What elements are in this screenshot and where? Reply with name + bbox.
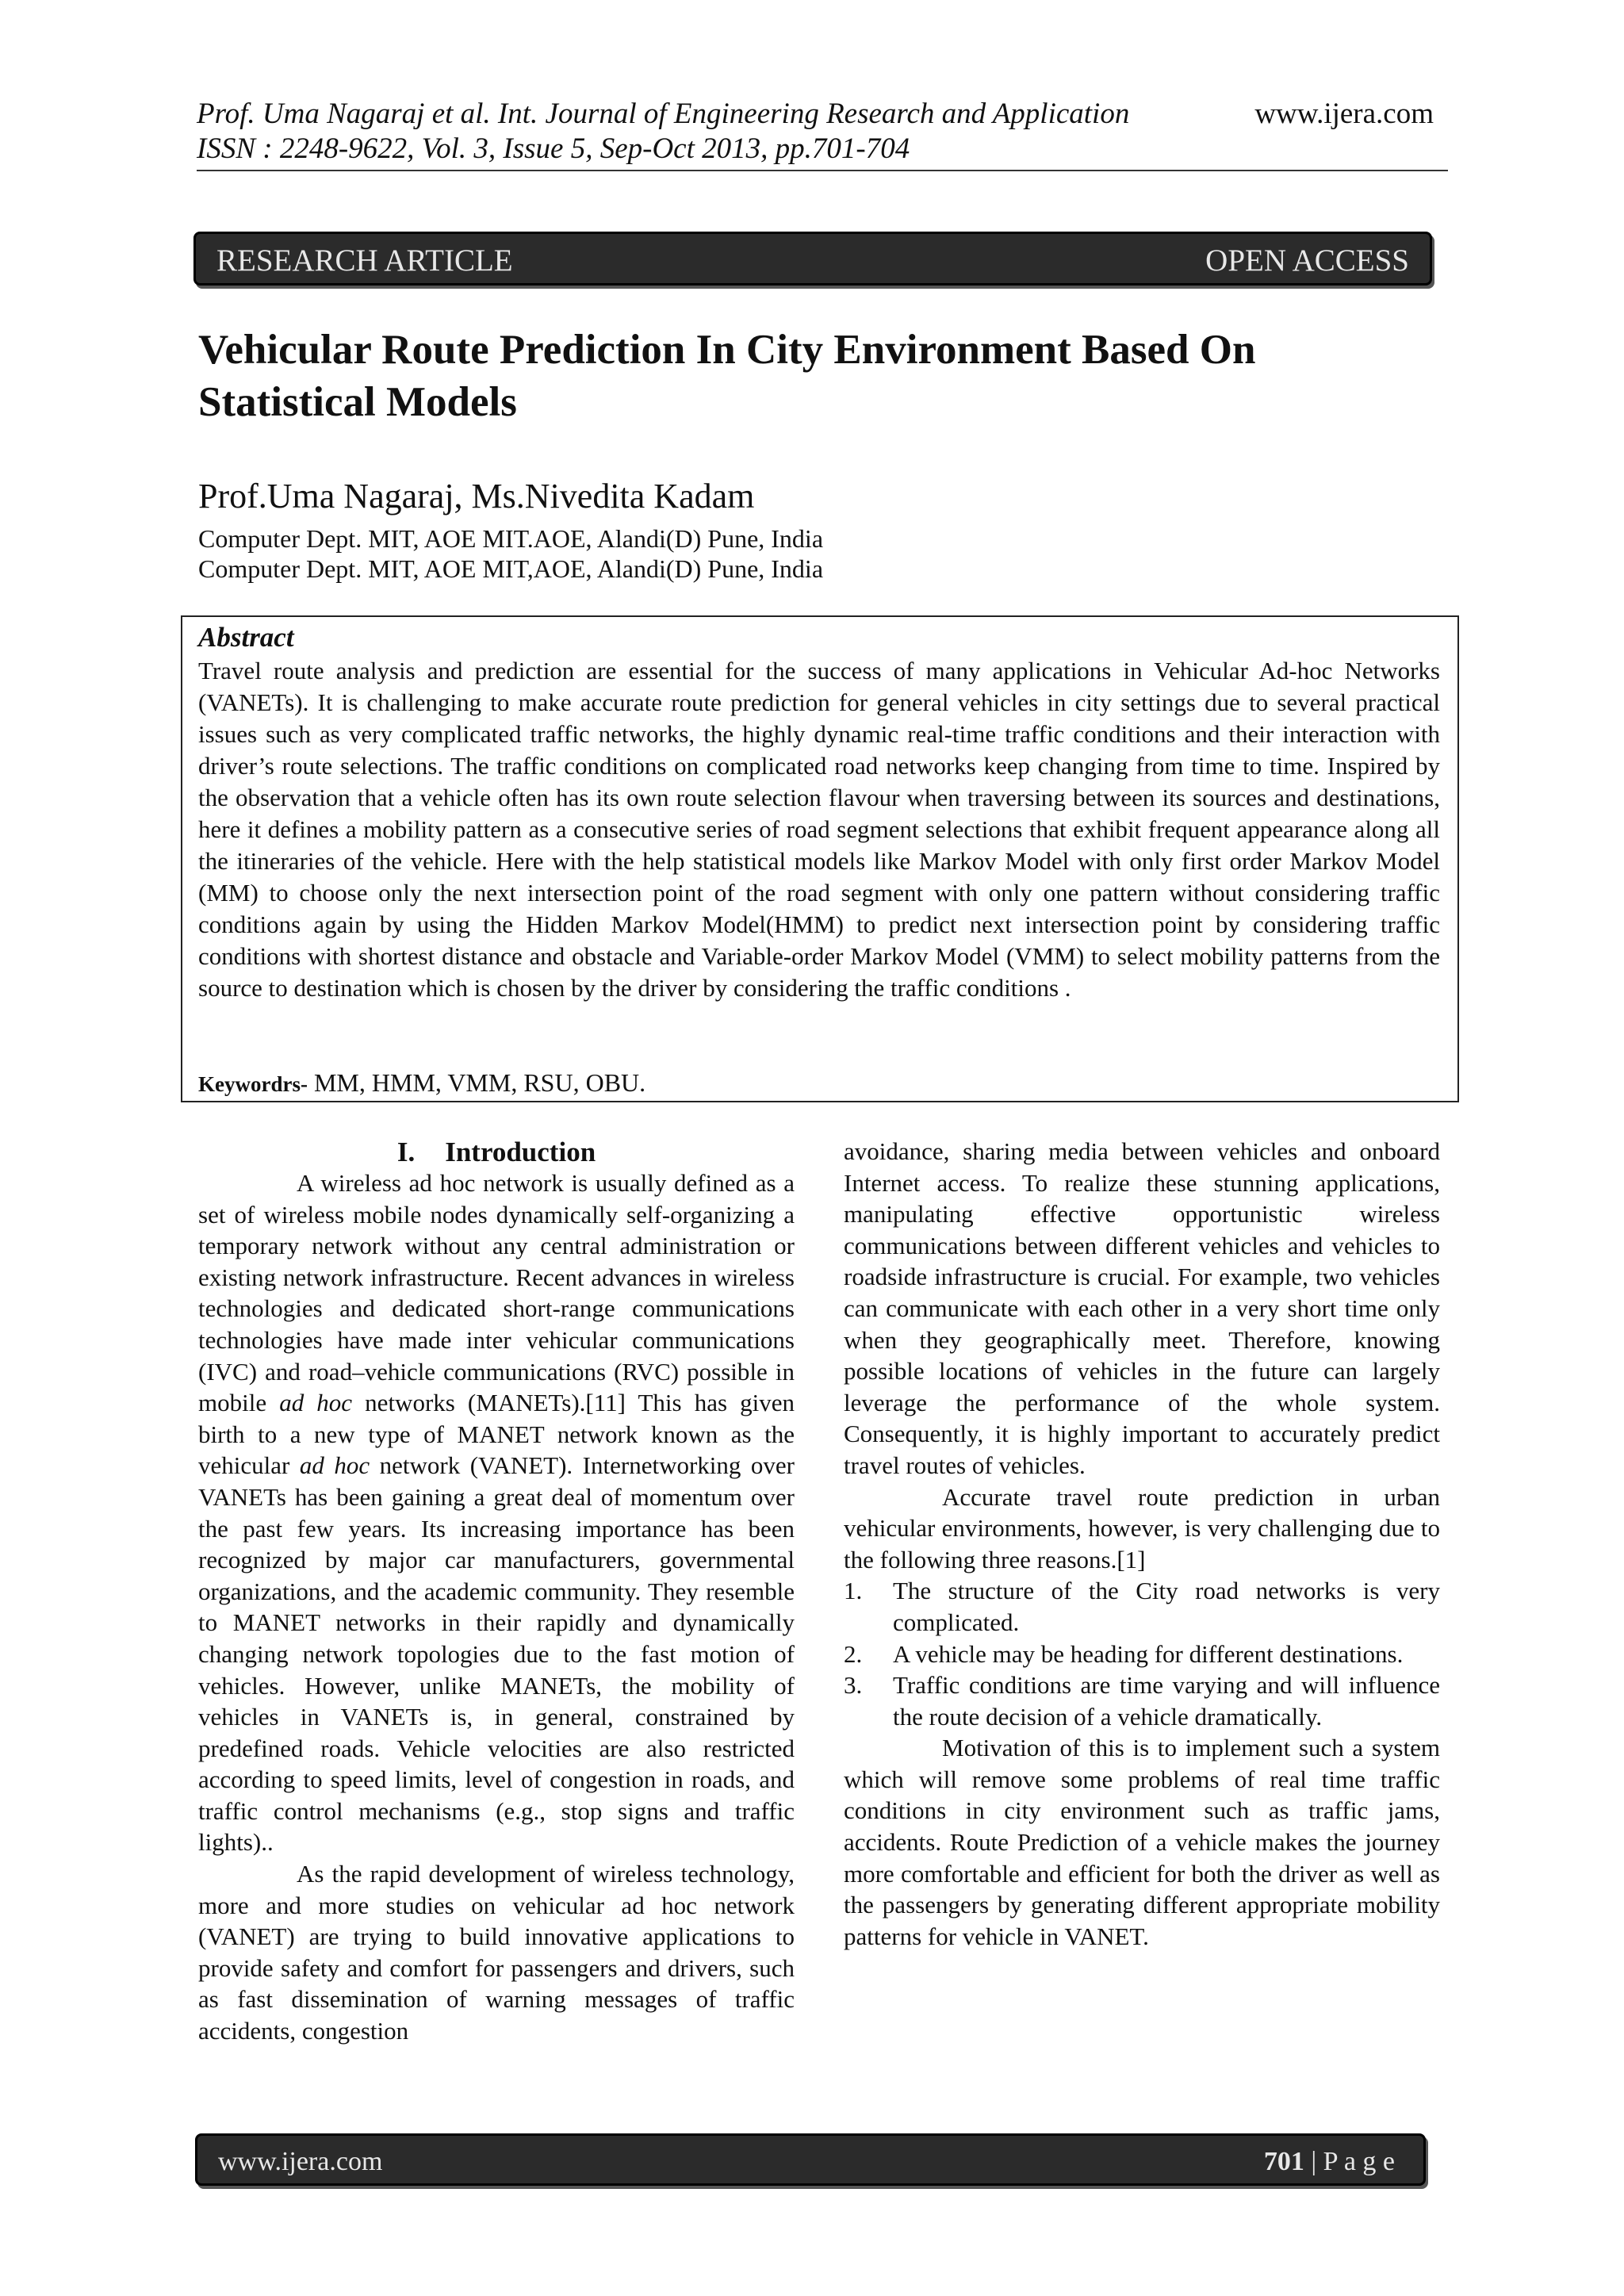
list-item xyxy=(844,1575,1440,1638)
italic-term: ad hoc xyxy=(279,1389,353,1417)
reasons-list xyxy=(844,1575,1440,1732)
list-number: 1. xyxy=(844,1577,863,1605)
right-column xyxy=(844,1136,1440,1952)
list-text: Traffic conditions are time varying and will influence the route decision of a vehicle dramatically. xyxy=(893,1671,1440,1731)
italic-term: ad hoc xyxy=(299,1451,370,1480)
page-footer xyxy=(195,2133,1426,2186)
left-column xyxy=(198,1167,795,2047)
section-heading-introduction xyxy=(198,1136,795,1169)
text-run: A wireless ad hoc network is usually defined as a set of wireless mobile nodes dynamically self-organizing a temporary network without any central administration or existing network infrastructure. Recent advances in wireless technologies and dedicated short-range communications technologies have made inter vehicular communications (IVC) and road–vehicle communications (RVC) possible in mobile xyxy=(198,1169,795,1417)
header-rule xyxy=(197,170,1448,171)
paper-title: Vehicular Route Prediction In City Environment Based On Statistical Models xyxy=(198,327,1256,425)
footer-website: www.ijera.com xyxy=(218,2147,383,2176)
running-header-website: www.ijera.com xyxy=(1254,98,1434,130)
list-text: The structure of the City road networks is very complicated. xyxy=(893,1577,1440,1636)
list-number: 3. xyxy=(844,1671,863,1700)
keywords-label: Keywordrs- xyxy=(198,1072,308,1096)
author-list: Prof.Uma Nagaraj, Ms.Nivedita Kadam xyxy=(198,477,755,516)
section-number: I. xyxy=(396,1137,416,1167)
text-run: networks (MANETs).[11] This has given birth to a new type of MANET network known as the vehicular xyxy=(198,1389,795,1480)
research-article-label: RESEARCH ARTICLE xyxy=(216,243,513,278)
section-title: Introduction xyxy=(445,1137,596,1167)
page-number-value: 701 xyxy=(1263,2147,1304,2176)
running-header-journal: Prof. Uma Nagaraj et al. Int. Journal of Engineering Research and Application xyxy=(197,98,1130,130)
intro-paragraph-4: Accurate travel route prediction in urban vehicular environments, however, is very challenging due to the following three reasons.[1] xyxy=(844,1482,1440,1573)
open-access-label: OPEN ACCESS xyxy=(1205,243,1409,278)
page-label: | P a g e xyxy=(1304,2147,1395,2176)
affiliation-2: Computer Dept. MIT, AOE MIT,AOE, Alandi(D) Pune, India xyxy=(198,554,824,583)
page-number xyxy=(1264,2136,1395,2188)
text-run: network (VANET). Internetworking over VANETs has been gaining a great deal of momentum over the past few years. Its increasing importance has been recognized by major car manufacturers, governmental organizations, and the academic community. They resemble to MANET networks in their rapidly and dynamically changing network topologies due to the fast motion of vehicles. However, unlike MANETs, the mobility of vehicles in VANETs is, in general, constrained by predefined roads. Vehicle velocities are also restricted according to speed limits, level of congestion in roads, and traffic control mechanisms (e.g., stop signs and traffic lights).. xyxy=(198,1451,795,1857)
running-header-issn: ISSN : 2248-9622, Vol. 3, Issue 5, Sep-Oct 2013, pp.701-704 xyxy=(197,132,910,165)
intro-paragraph-1 xyxy=(198,1167,795,1858)
keywords-list: MM, HMM, VMM, RSU, OBU. xyxy=(307,1068,646,1097)
list-text: A vehicle may be heading for different destinations. xyxy=(893,1639,1404,1668)
intro-paragraph-5: Motivation of this is to implement such a system which will remove some problems of real time traffic conditions in city environment such as traffic jams, accidents. Route Prediction of a vehicle makes the journey more comfortable and efficient for both the driver as well as the passengers by generating different appropriate mobility patterns for vehicle in VANET. xyxy=(844,1734,1440,1950)
intro-paragraph-3: avoidance, sharing media between vehicles and onboard Internet access. To realize these stunning applications, manipulating effective opportunistic wireless communications between different vehicles and vehicles to roadside infrastructure is crucial. For example, two vehicles can communicate with each other in a very short time only when they geographically meet. Therefore, knowing possible locations of vehicles in the future can largely leverage the performance of the whole system. Consequently, it is highly important to accurately predict travel routes of vehicles. xyxy=(844,1137,1440,1479)
abstract-heading: Abstract xyxy=(198,622,294,653)
article-type-banner xyxy=(193,232,1432,286)
affiliation-1: Computer Dept. MIT, AOE MIT.AOE, Alandi(D) Pune, India xyxy=(198,524,824,553)
abstract-text: Travel route analysis and prediction are essential for the success of many applications in Vehicular Ad-hoc Networks (VANETs). It is challenging to make accurate route prediction for general vehicles in city settings due to several practical issues such as very complicated traffic networks, the highly dynamic real-time traffic conditions and their interaction with driver’s route selections. The traffic conditions on complicated road networks keep changing from time to time. Inspired by the observation that a vehicle often has its own route selection flavour when traversing between its sources and destinations, here it defines a mobility pattern as a consecutive series of road segment selections that exhibit frequent appearance along all the itineraries of the vehicle. Here with the help statistical models like Markov Model with only first order Markov Model (MM) to choose only the next intersection point of the road segment with only one pattern without considering traffic conditions again by using the Hidden Markov Model(HMM) to predict next intersection point by considering traffic conditions with shortest distance and obstacle and Variable-order Markov Model (VMM) to select mobility patterns from the source to destination which is chosen by the driver by considering the traffic conditions . xyxy=(198,657,1440,1002)
list-item xyxy=(844,1639,1440,1670)
intro-paragraph-2: As the rapid development of wireless technology, more and more studies on vehicular ad hoc network (VANET) are trying to build innovative applications to provide safety and comfort for passengers and drivers, such as fast dissemination of warning messages of traffic accidents, congestion xyxy=(198,1860,795,2045)
list-item xyxy=(844,1669,1440,1732)
keywords xyxy=(198,1068,645,1099)
list-number: 2. xyxy=(844,1639,863,1668)
